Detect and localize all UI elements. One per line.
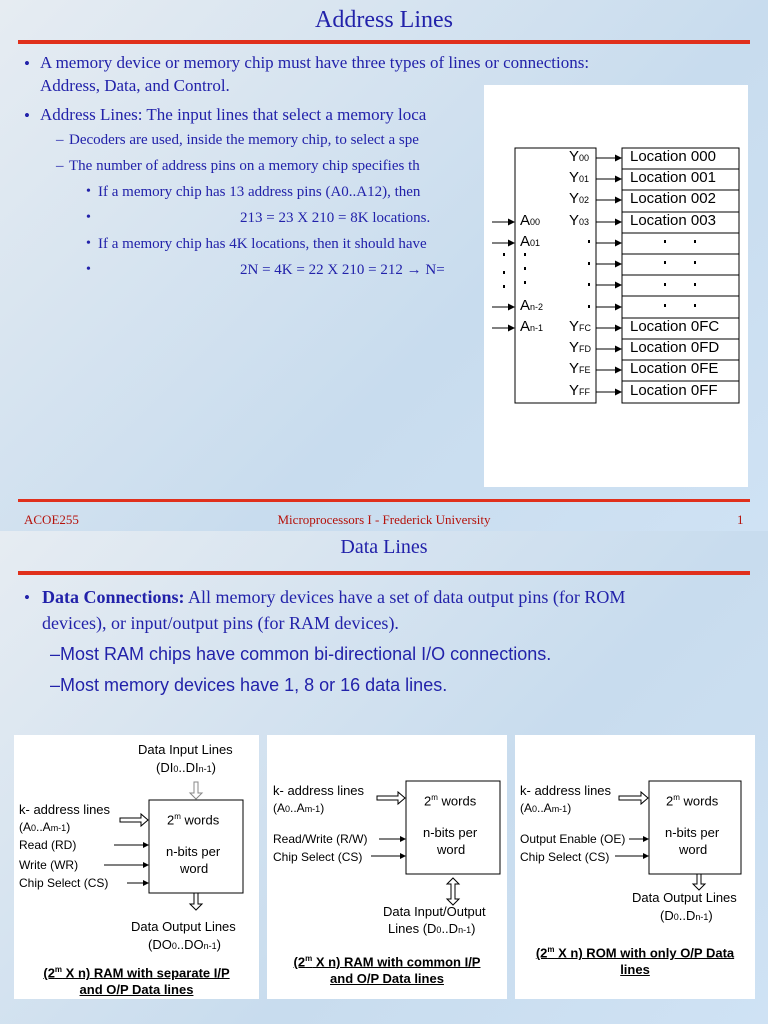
location-label: Location 0FF: [630, 382, 718, 399]
footer-divider: [18, 499, 750, 502]
decoder-lines: [484, 85, 748, 487]
slide-data-lines: [0, 531, 768, 1024]
bits-per-word-label: word: [679, 842, 708, 857]
chip-select-label: Chip Select (CS): [19, 876, 109, 890]
chip-select-label: Chip Select (CS): [520, 850, 610, 864]
bullet-text: A memory device or memory chip must have three types of lines or connections:: [40, 53, 590, 72]
sub-bullet: [50, 675, 447, 696]
write-control-label: Write (WR): [19, 858, 79, 872]
data-output-lines-label: Data Output Lines: [131, 919, 236, 934]
bullet-bold-lead: Data Connections:: [42, 587, 185, 607]
address-range-label: (A0..Am-1): [273, 801, 325, 815]
footer-course: ACOE255: [24, 512, 79, 527]
bits-per-word-label: n-bits per: [423, 825, 478, 840]
location-label: Location 0FE: [630, 360, 719, 377]
read-write-control-label: Read/Write (R/W): [273, 832, 368, 846]
chip-select-label: Chip Select (CS): [273, 850, 363, 864]
data-input-lines-label: Data Input Lines: [138, 742, 233, 757]
dash-mark: –: [56, 132, 64, 148]
footer-title: Microprocessors I - Frederick University: [277, 512, 491, 527]
sub-sub-bullet-text: If a memory chip has 13 address pins (A0..A12), then: [98, 184, 421, 200]
diagram-caption: (2$^m$ X n) RAM with separate I/P and O/P Data lines: [43, 965, 230, 998]
sub-bullet-text: The number of address pins on a memory chip specifies th: [69, 158, 420, 174]
ram-separate-io-diagram: [14, 735, 259, 999]
address-lines-label: k- address lines: [520, 783, 612, 798]
bullet-text: [42, 587, 625, 608]
slide-title: Address Lines: [315, 7, 453, 33]
bits-per-word-label: word: [180, 861, 209, 876]
diagram-caption: (2$^m$ X n) RAM with common I/P and O/P Data lines: [293, 954, 481, 987]
bullet-mark: •: [24, 106, 30, 125]
sub-sub-bullet-text: 213 = 23 X 210 = 8K locations.: [240, 210, 431, 226]
memory-words-label: 2$^m$ words: [424, 793, 477, 809]
bullet-mark: •: [86, 210, 91, 225]
dash-mark: –: [50, 675, 61, 695]
title-divider: [18, 40, 750, 44]
input-a01-label: A01: [520, 233, 541, 250]
input-an1-label: An-1: [520, 318, 544, 335]
bullet-mark: •: [24, 54, 30, 73]
output-yff-label: YFF: [569, 382, 591, 399]
output-y03-label: Y03: [569, 212, 590, 229]
bullet-mark: •: [86, 184, 91, 199]
output-yfe-label: YFE: [569, 360, 591, 377]
data-input-range-label: (DI0..DIn-1): [156, 760, 216, 775]
read-control-label: Read (RD): [19, 838, 77, 852]
sub-bullet-text: Most memory devices have 1, 8 or 16 data lines.: [60, 675, 448, 695]
location-label: Location 000: [630, 148, 716, 165]
sub-sub-bullet-text: If a memory chip has 4K locations, then it should have: [98, 236, 427, 252]
bullet-mark: •: [86, 236, 91, 251]
data-output-range-label: (DO0..DOn-1): [148, 937, 221, 952]
title-divider: [18, 571, 750, 575]
input-an2-label: An-2: [520, 297, 544, 314]
bullet-mark: •: [86, 262, 91, 277]
bullet-text: Address Lines: The input lines that select a memory loca: [40, 105, 427, 124]
bullet-rest: All memory devices have a set of data output pins (for ROM: [184, 587, 626, 607]
sub-bullet: [50, 644, 551, 665]
bits-per-word-label: n-bits per: [665, 825, 720, 840]
data-io-lines-label: Data Input/Output: [383, 904, 486, 919]
output-y02-label: Y02: [569, 190, 590, 207]
location-label: Location 0FC: [630, 318, 720, 335]
diagram-caption: (2$^m$ X n) ROM with only O/P Data lines: [535, 945, 735, 978]
address-range-label: (A0..Am-1): [19, 820, 71, 834]
output-yfd-label: YFD: [569, 339, 592, 356]
address-range-label: (A0..Am-1): [520, 801, 572, 815]
bullet-mark: •: [24, 588, 30, 607]
dash-mark: –: [56, 158, 64, 174]
slide-title: Data Lines: [340, 536, 428, 558]
location-label: Location 0FD: [630, 339, 720, 356]
decoder-diagram: [484, 85, 748, 487]
bullet-text: devices), or input/output pins (for RAM devices).: [42, 613, 399, 633]
output-enable-label: Output Enable (OE): [520, 832, 626, 846]
address-lines-label: k- address lines: [19, 802, 111, 817]
bits-per-word-label: n-bits per: [166, 844, 221, 859]
sub-bullet-text: Decoders are used, inside the memory chip, to select a spe: [69, 132, 419, 148]
location-label: Location 001: [630, 169, 716, 186]
sub-bullet-text: Most RAM chips have common bi-directional I/O connections.: [60, 644, 552, 664]
memory-words-label: 2$^m$ words: [666, 793, 719, 809]
output-yfc-label: YFC: [569, 318, 592, 335]
rom-output-only-diagram: [515, 735, 755, 999]
data-output-range-label: (D0..Dn-1): [660, 908, 713, 923]
bits-per-word-label: word: [437, 842, 466, 857]
memory-words-label: 2$^m$ words: [167, 812, 220, 828]
bullet-text: Address, Data, and Control.: [40, 76, 230, 95]
location-label: Location 003: [630, 212, 716, 229]
footer-page-number: 1: [737, 512, 744, 527]
data-io-range-label: Lines (D0..Dn-1): [388, 921, 476, 936]
output-y00-label: Y00: [569, 148, 590, 165]
address-lines-label: k- address lines: [273, 783, 365, 798]
location-label: Location 002: [630, 190, 716, 207]
input-a00-label: A00: [520, 212, 541, 229]
ram-common-io-diagram: [267, 735, 507, 999]
sub-sub-bullet-text: 2N = 4K = 22 X 210 = 212 → N=: [240, 262, 445, 278]
output-y01-label: Y01: [569, 169, 590, 186]
data-output-lines-label: Data Output Lines: [632, 890, 737, 905]
dash-mark: –: [50, 644, 61, 664]
